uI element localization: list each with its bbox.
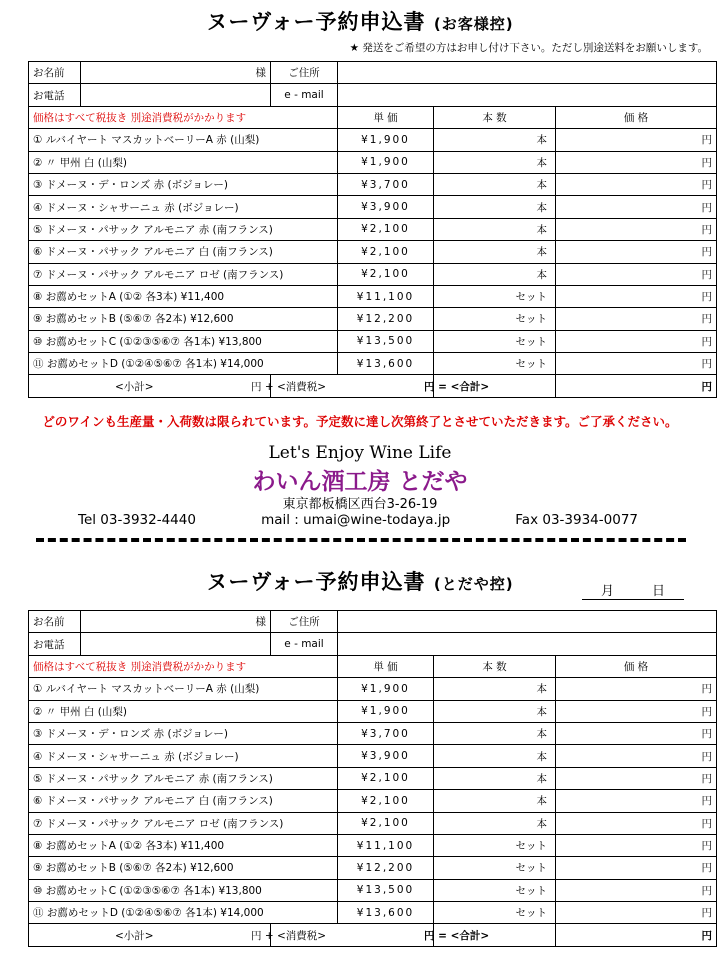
item-name: ① ルバイヤート マスカットベーリーA 赤 (山梨): [29, 678, 338, 700]
qty-input[interactable]: セット: [434, 879, 556, 901]
phone-input[interactable]: [81, 84, 271, 106]
price-input[interactable]: 円: [556, 308, 717, 330]
item-name: ⑦ ドメーヌ・パサック アルモニア ロゼ (南フランス): [29, 263, 338, 285]
date-field[interactable]: [582, 580, 684, 600]
header-row: [29, 106, 717, 128]
qty-input[interactable]: 本: [434, 790, 556, 812]
item-unit-price: ¥1,900: [338, 700, 434, 722]
tax-field[interactable]: [251, 924, 434, 946]
price-input[interactable]: 円: [556, 745, 717, 767]
qty-input[interactable]: 本: [434, 767, 556, 789]
item-row: [29, 129, 717, 151]
phone-row: [29, 633, 717, 655]
phone-input[interactable]: [81, 633, 271, 655]
item-unit-price: ¥11,100: [338, 834, 434, 856]
qty-input[interactable]: 本: [434, 218, 556, 240]
qty-input[interactable]: 本: [434, 722, 556, 744]
form-title-customer: [0, 6, 720, 36]
title-sub: (とだや控): [433, 575, 514, 593]
name-input[interactable]: 様: [81, 611, 271, 633]
item-row: [29, 857, 717, 879]
qty-input[interactable]: セット: [434, 902, 556, 924]
subtotal-text: <小計>: [115, 929, 154, 942]
item-row: [29, 218, 717, 240]
item-row: [29, 879, 717, 901]
price-input[interactable]: 円: [556, 790, 717, 812]
item-row: [29, 173, 717, 195]
item-name: ④ ドメーヌ・シャサーニュ 赤 (ボジョレー): [29, 196, 338, 218]
shop-tagline: Let's Enjoy Wine Life: [268, 443, 452, 463]
email-label: e - mail: [271, 84, 338, 106]
item-row: [29, 151, 717, 173]
item-unit-price: ¥1,900: [338, 129, 434, 151]
item-unit-price: ¥13,500: [338, 879, 434, 901]
item-row: [29, 767, 717, 789]
col-qty: 本 数: [434, 655, 556, 677]
item-unit-price: ¥2,100: [338, 241, 434, 263]
subtotal-label[interactable]: [29, 924, 271, 946]
item-unit-price: ¥13,600: [338, 902, 434, 924]
total-row: [29, 924, 717, 946]
price-input[interactable]: 円: [556, 173, 717, 195]
col-price: 価 格: [556, 106, 717, 128]
col-price: 価 格: [556, 655, 717, 677]
item-name: ⑧ お薦めセットA (①② 各3本) ¥11,400: [29, 285, 338, 307]
title-sub: (お客様控): [433, 15, 514, 33]
order-form-shop: [28, 610, 717, 947]
item-row: [29, 700, 717, 722]
price-input[interactable]: 円: [556, 353, 717, 375]
tax-field[interactable]: [251, 375, 434, 397]
qty-input[interactable]: 本: [434, 700, 556, 722]
item-unit-price: ¥2,100: [338, 218, 434, 240]
item-row: [29, 812, 717, 834]
item-unit-price: ¥13,600: [338, 353, 434, 375]
item-name: ⑩ お薦めセットC (①②③⑤⑥⑦ 各1本) ¥13,800: [29, 879, 338, 901]
stock-warning: どのワインも生産量・入荷数は限られています。予定数に達し次第終了とさせていただきます。ご了承ください。: [42, 414, 678, 429]
item-name: ⑥ ドメーヌ・パサック アルモニア 白 (南フランス): [29, 241, 338, 263]
price-input[interactable]: 円: [556, 722, 717, 744]
item-unit-price: ¥1,900: [338, 151, 434, 173]
item-name: ⑪ お薦めセットD (①②④⑤⑥⑦ 各1本) ¥14,000: [29, 902, 338, 924]
shop-contact: [78, 512, 638, 528]
item-unit-price: ¥3,700: [338, 173, 434, 195]
qty-input[interactable]: 本: [434, 173, 556, 195]
item-row: [29, 834, 717, 856]
title-text: ヌーヴォー予約申込書: [206, 570, 426, 594]
item-name: ③ ドメーヌ・デ・ロンズ 赤 (ボジョレー): [29, 173, 338, 195]
item-name: ⑥ ドメーヌ・パサック アルモニア 白 (南フランス): [29, 790, 338, 812]
item-row: [29, 745, 717, 767]
price-input[interactable]: 円: [556, 879, 717, 901]
name-label: お名前: [29, 62, 81, 84]
item-row: [29, 330, 717, 352]
address-label: ご住所: [271, 611, 338, 633]
shop-mail[interactable]: mail : umai@wine-todaya.jp: [261, 512, 451, 528]
qty-input[interactable]: 本: [434, 241, 556, 263]
tax-text: 円 + <消費税>: [251, 380, 327, 393]
tax-text: 円 + <消費税>: [251, 929, 327, 942]
item-unit-price: ¥3,700: [338, 722, 434, 744]
qty-input[interactable]: セット: [434, 834, 556, 856]
qty-input[interactable]: 本: [434, 263, 556, 285]
total-label: [424, 375, 556, 397]
price-input[interactable]: 円: [556, 330, 717, 352]
item-unit-price: ¥2,100: [338, 767, 434, 789]
address-input[interactable]: [338, 611, 717, 633]
item-row: [29, 308, 717, 330]
price-input[interactable]: 円: [556, 241, 717, 263]
col-unit-price: 単 価: [338, 655, 434, 677]
item-name: ③ ドメーヌ・デ・ロンズ 赤 (ボジョレー): [29, 722, 338, 744]
shop-tel: Tel 03-3932-4440: [78, 512, 196, 528]
price-input[interactable]: 円: [556, 678, 717, 700]
item-unit-price: ¥12,200: [338, 857, 434, 879]
item-unit-price: ¥11,100: [338, 285, 434, 307]
item-row: [29, 196, 717, 218]
item-name: ⑩ お薦めセットC (①②③⑤⑥⑦ 各1本) ¥13,800: [29, 330, 338, 352]
cut-line: [36, 538, 686, 542]
item-unit-price: ¥1,900: [338, 678, 434, 700]
qty-input[interactable]: 本: [434, 745, 556, 767]
price-input[interactable]: 円: [556, 902, 717, 924]
tax-note: 価格はすべて税抜き 別途消費税がかかります: [29, 655, 338, 677]
order-form-customer: [28, 61, 717, 398]
item-name: ⑤ ドメーヌ・パサック アルモニア 赤 (南フランス): [29, 767, 338, 789]
price-input[interactable]: 円: [556, 285, 717, 307]
qty-input[interactable]: セット: [434, 308, 556, 330]
price-input[interactable]: 円: [556, 151, 717, 173]
qty-input[interactable]: セット: [434, 330, 556, 352]
day-label: 日: [651, 584, 665, 599]
email-label: e - mail: [271, 633, 338, 655]
total-input[interactable]: 円: [556, 375, 717, 397]
qty-input[interactable]: セット: [434, 353, 556, 375]
name-label: お名前: [29, 611, 81, 633]
shop-name: わいん酒工房 とだや: [252, 469, 468, 495]
qty-input[interactable]: 本: [434, 678, 556, 700]
item-row: [29, 285, 717, 307]
item-name: ⑦ ドメーヌ・パサック アルモニア ロゼ (南フランス): [29, 812, 338, 834]
price-input[interactable]: 円: [556, 196, 717, 218]
col-qty: 本 数: [434, 106, 556, 128]
item-unit-price: ¥2,100: [338, 790, 434, 812]
item-row: [29, 722, 717, 744]
qty-input[interactable]: 本: [434, 812, 556, 834]
price-input[interactable]: 円: [556, 834, 717, 856]
price-input[interactable]: 円: [556, 700, 717, 722]
qty-input[interactable]: 本: [434, 196, 556, 218]
qty-input[interactable]: セット: [434, 857, 556, 879]
item-name: ① ルバイヤート マスカットベーリーA 赤 (山梨): [29, 129, 338, 151]
subtotal-label[interactable]: [29, 375, 271, 397]
price-input[interactable]: 円: [556, 812, 717, 834]
item-name: ⑧ お薦めセットA (①② 各3本) ¥11,400: [29, 834, 338, 856]
name-input[interactable]: 様: [81, 62, 271, 84]
item-unit-price: ¥3,900: [338, 745, 434, 767]
shipping-note: ★ 発送をご希望の方はお申し付け下さい。ただし別途送料をお願いします。: [349, 42, 708, 54]
total-label: [424, 924, 556, 946]
item-unit-price: ¥13,500: [338, 330, 434, 352]
item-unit-price: ¥2,100: [338, 263, 434, 285]
qty-input[interactable]: 本: [434, 151, 556, 173]
address-label: ご住所: [271, 62, 338, 84]
phone-row: [29, 84, 717, 106]
shop-fax: Fax 03-3934-0077: [515, 512, 638, 528]
item-name: ② 〃 甲州 白 (山梨): [29, 700, 338, 722]
item-name: ⑤ ドメーヌ・パサック アルモニア 赤 (南フランス): [29, 218, 338, 240]
name-row: [29, 62, 717, 84]
item-row: [29, 678, 717, 700]
item-name: ⑨ お薦めセットB (⑤⑥⑦ 各2本) ¥12,600: [29, 308, 338, 330]
item-unit-price: ¥12,200: [338, 308, 434, 330]
item-name: ⑪ お薦めセットD (①②④⑤⑥⑦ 各1本) ¥14,000: [29, 353, 338, 375]
item-row: [29, 263, 717, 285]
phone-label: お電話: [29, 84, 81, 106]
title-text: ヌーヴォー予約申込書: [206, 10, 426, 34]
month-label: 月: [600, 584, 614, 599]
item-unit-price: ¥3,900: [338, 196, 434, 218]
item-name: ④ ドメーヌ・シャサーニュ 赤 (ボジョレー): [29, 745, 338, 767]
price-input[interactable]: 円: [556, 857, 717, 879]
qty-input[interactable]: セット: [434, 285, 556, 307]
item-name: ⑨ お薦めセットB (⑤⑥⑦ 各2本) ¥12,600: [29, 857, 338, 879]
total-input[interactable]: 円: [556, 924, 717, 946]
address-input[interactable]: [338, 62, 717, 84]
email-input[interactable]: [338, 633, 717, 655]
price-input[interactable]: 円: [556, 218, 717, 240]
name-row: [29, 611, 717, 633]
col-unit-price: 単 価: [338, 106, 434, 128]
item-row: [29, 241, 717, 263]
total-text: 円 = <合計>: [424, 380, 490, 393]
total-text: 円 = <合計>: [424, 929, 490, 942]
price-input[interactable]: 円: [556, 767, 717, 789]
price-input[interactable]: 円: [556, 263, 717, 285]
item-row: [29, 353, 717, 375]
phone-label: お電話: [29, 633, 81, 655]
item-row: [29, 902, 717, 924]
item-row: [29, 790, 717, 812]
qty-input[interactable]: 本: [434, 129, 556, 151]
item-unit-price: ¥2,100: [338, 812, 434, 834]
total-row: [29, 375, 717, 397]
shop-address: 東京都板橋区西台3-26-19: [282, 497, 438, 512]
header-row: [29, 655, 717, 677]
item-name: ② 〃 甲州 白 (山梨): [29, 151, 338, 173]
tax-note: 価格はすべて税抜き 別途消費税がかかります: [29, 106, 338, 128]
email-input[interactable]: [338, 84, 717, 106]
price-input[interactable]: 円: [556, 129, 717, 151]
subtotal-text: <小計>: [115, 380, 154, 393]
